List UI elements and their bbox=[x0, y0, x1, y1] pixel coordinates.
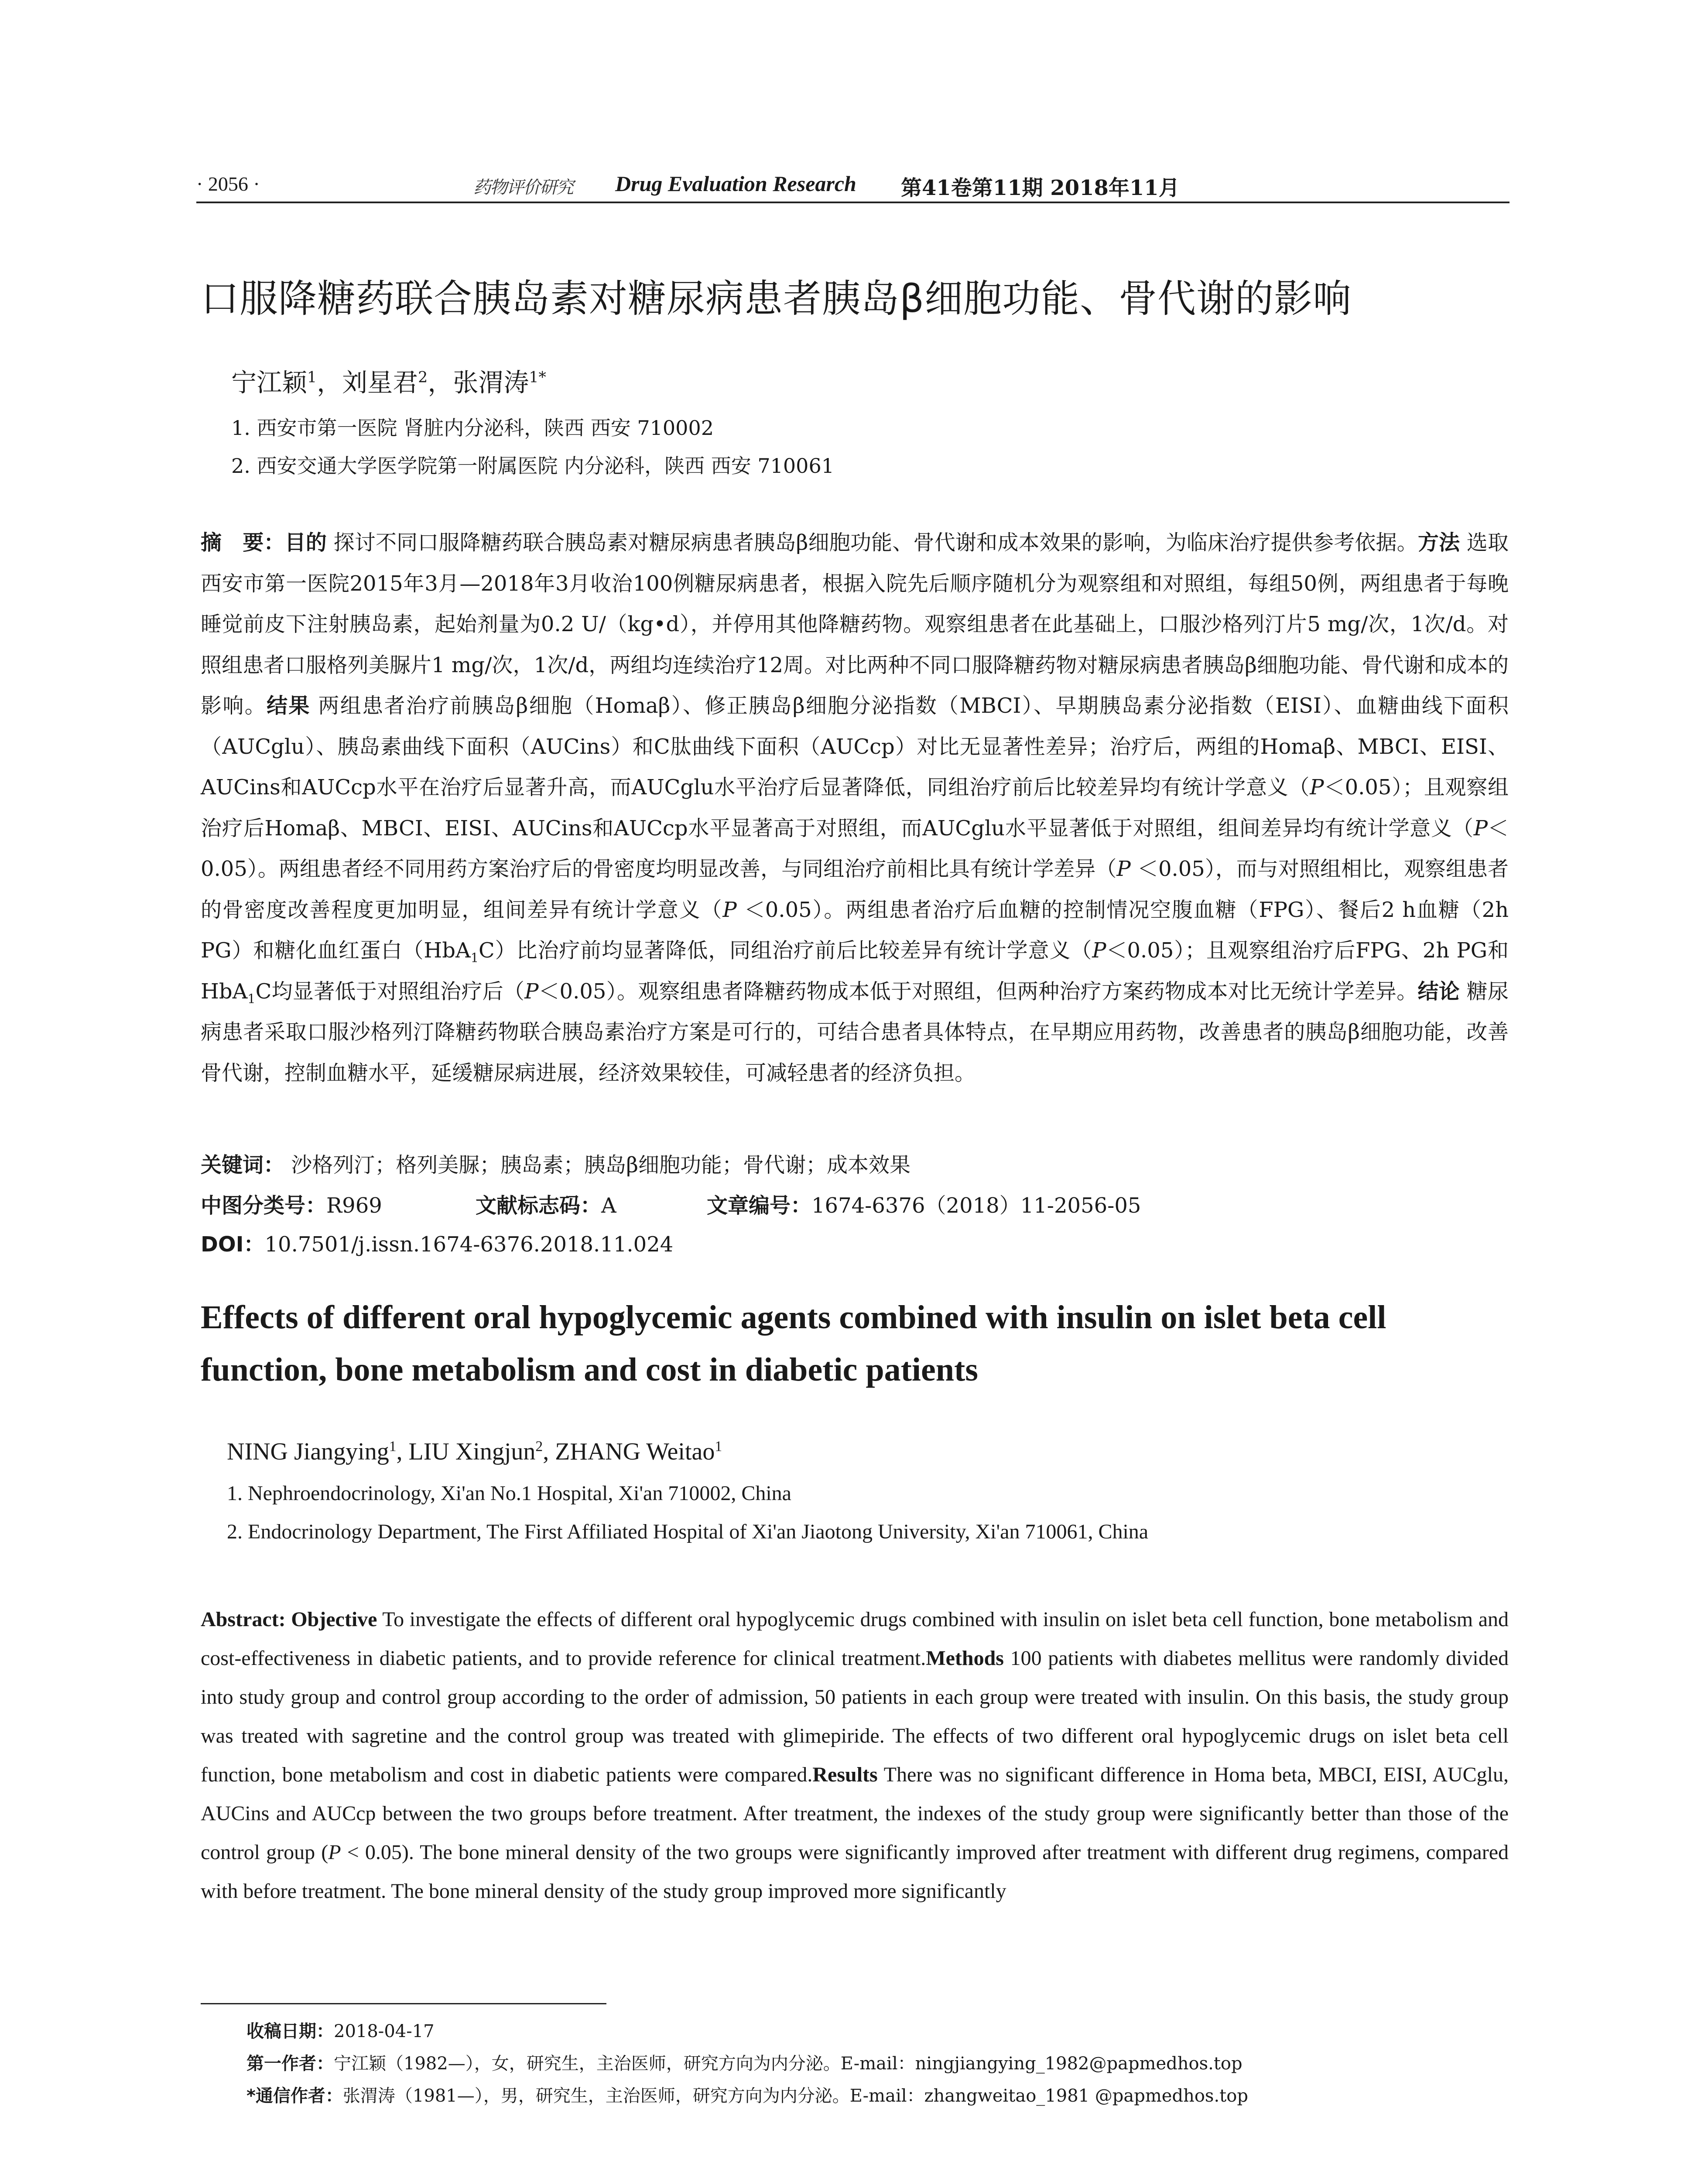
footnote-corresponding-author bbox=[246, 2082, 1248, 2107]
keywords-label: 关键词： bbox=[201, 1153, 285, 1177]
p-value-symbol: P bbox=[1092, 938, 1106, 963]
subscript: 1 bbox=[470, 950, 479, 965]
cn-doi bbox=[201, 1227, 673, 1258]
class-number bbox=[201, 1189, 476, 1219]
conclusion-text: 糖尿病患者采取口服沙格列汀降糖药物联合胰岛素治疗方案是可行的，可结合患者具体特点，在早期应用药物，改善患者的胰岛β细胞功能，改善骨代谢，控制血糖水平，延缓糖尿病进展，经济效果较佳，可减轻患者的经济负担。 bbox=[201, 979, 1509, 1085]
author-name: , ZHANG Weitao bbox=[543, 1438, 715, 1465]
objective-label: 目的 bbox=[284, 530, 327, 555]
keywords-text: 沙格列汀；格列美脲；胰岛素；胰岛β细胞功能；骨代谢；成本效果 bbox=[284, 1153, 911, 1177]
p-value-symbol: P bbox=[524, 979, 539, 1004]
first-author-label: 第一作者： bbox=[246, 2054, 334, 2074]
results-label: 结果 bbox=[267, 694, 311, 718]
results-text: ＜0.05）；且观察组治疗后FPG、2h PG和HbA bbox=[201, 938, 1509, 1004]
received-label: 收稿日期： bbox=[246, 2021, 334, 2041]
abstract-label: 摘 要： bbox=[201, 530, 285, 555]
subscript: 1 bbox=[247, 991, 256, 1006]
received-date: 2018-04-17 bbox=[334, 2021, 435, 2041]
header-rule bbox=[196, 202, 1509, 203]
en-abstract bbox=[201, 1600, 1509, 1911]
cn-classification-row bbox=[201, 1189, 1509, 1219]
p-value-symbol: P bbox=[328, 1841, 341, 1864]
author-name: 宁江颖 bbox=[231, 368, 308, 397]
conclusion-label: 结论 bbox=[1417, 979, 1460, 1004]
journal-name: Drug Evaluation Research bbox=[615, 171, 856, 196]
abstract-label: Abstract: bbox=[201, 1608, 286, 1631]
doi-label: DOI： bbox=[201, 1232, 265, 1257]
objective-label: Objective bbox=[291, 1608, 377, 1631]
author-superscript: 1 bbox=[389, 1438, 397, 1455]
class-value: R969 bbox=[326, 1193, 382, 1218]
journal-logo: 药物评价研究 bbox=[473, 178, 573, 198]
cn-keywords bbox=[201, 1148, 910, 1178]
methods-label: 方法 bbox=[1417, 530, 1460, 555]
p-value-symbol: P bbox=[722, 897, 737, 922]
methods-text: 选取西安市第一医院2015年3月—2018年3月收治100例糖尿病患者，根据入院先后顺序随机分为观察组和对照组，每组50例，两组患者于每晚睡觉前皮下注射胰岛素，起始剂量为0.2 U/（kg•d），并停用其他降糖药物。观察组患者在此基础上，口服沙格列汀片5 mg/次，1次/d。对照组患者口服格列美脲片1 mg/次，1次/d，两组均连续治疗12周。对比两种不同口服降糖药物对糖尿病患者胰岛β细胞功能、骨代谢和成本的影响。 bbox=[201, 530, 1509, 718]
author-name: ，刘星君 bbox=[317, 368, 418, 397]
doc-code-label: 文献标志码： bbox=[476, 1193, 602, 1218]
cn-affiliation: 2. 西安交通大学医学院第一附属医院 内分泌科，陕西 西安 710061 bbox=[231, 454, 834, 478]
article-number bbox=[707, 1189, 1141, 1219]
cn-authors bbox=[231, 362, 546, 399]
author-name: ，张渭涛 bbox=[428, 368, 529, 397]
author-superscript: 2 bbox=[418, 369, 428, 386]
corresponding-label: *通信作者： bbox=[246, 2086, 343, 2106]
results-text: ＜0.05）。观察组患者降糖药物成本低于对照组，但两种治疗方案药物成本对比无统计学差异。 bbox=[538, 979, 1418, 1004]
issue-info: 第41卷第11期 2018年11月 bbox=[901, 176, 1180, 200]
results-text: < 0.05). The bone mineral density of the two groups were significantly improved after treatment with different drug regimens, compared with before treatment. The bone mineral density of the study group improved more significantly bbox=[201, 1841, 1509, 1903]
footnote-first-author bbox=[246, 2050, 1242, 2075]
results-text: C均显著低于对照组治疗后（ bbox=[255, 979, 525, 1004]
article-no-value: 1674-6376（2018）11-2056-05 bbox=[811, 1193, 1141, 1218]
p-value-symbol: P bbox=[1473, 816, 1488, 841]
author-name: , LIU Xingjun bbox=[396, 1438, 536, 1465]
objective-text: To investigate the effects of different oral hypoglycemic drugs combined with insulin on islet beta cell function, bone metabolism and cost-effectiveness in diabetic patients, and to provide reference for clinical treatment. bbox=[201, 1608, 1509, 1670]
objective-text: 探讨不同口服降糖药联合胰岛素对糖尿病患者胰岛β细胞功能、骨代谢和成本效果的影响，为临床治疗提供参考依据。 bbox=[327, 530, 1418, 555]
author-superscript: 1 bbox=[307, 369, 317, 386]
cn-affiliation: 1. 西安市第一医院 肾脏内分泌科，陕西 西安 710002 bbox=[231, 416, 714, 440]
methods-text: 100 patients with diabetes mellitus were randomly divided into study group and control group according to the order of admission, 50 patients in each group were treated with insulin. On this basis, the study group was treated with sagretine and the control group was treated with glimepiride. The effects of two different oral hypoglycemic drugs on islet beta cell function, bone metabolism and cost in diabetic patients were compared. bbox=[201, 1647, 1509, 1786]
author-superscript: 1 bbox=[715, 1438, 722, 1455]
article-no-label: 文章编号： bbox=[707, 1193, 812, 1218]
first-author-text: 宁江颖（1982—），女，研究生，主治医师，研究方向为内分泌。E-mail：ningjiangying_1982@papmedhos.top bbox=[334, 2054, 1242, 2074]
results-text: ＜0.05），而与对照组相比，观察组患者的骨密度改善程度更加明显，组间差异有统计学意义（ bbox=[201, 857, 1509, 922]
doi-value: 10.7501/j.issn.1674-6376.2018.11.024 bbox=[264, 1232, 674, 1257]
p-value-symbol: P bbox=[1310, 775, 1324, 800]
doc-code-value: A bbox=[601, 1193, 616, 1218]
methods-label: Methods bbox=[926, 1647, 1004, 1670]
results-text: 两组患者治疗前胰岛β细胞（Homaβ）、修正胰岛β细胞分泌指数（MBCI）、早期胰岛素分泌指数（EISI）、血糖曲线下面积（AUCglu）、胰岛素曲线下面积（AUCins）和C肽曲线下面积（AUCcp）对比无显著性差异；治疗后，两组的Homaβ、MBCI、EISI、AUCins和AUCcp水平在治疗后显著升高，而AUCglu水平治疗后显著降低，同组治疗前后比较差异均有统计学意义（ bbox=[201, 694, 1509, 800]
author-superscript: 2 bbox=[535, 1438, 543, 1455]
author-superscript: 1* bbox=[529, 369, 546, 386]
p-value-symbol: P bbox=[1116, 857, 1131, 881]
author-name: NING Jiangying bbox=[227, 1438, 389, 1465]
results-text: ＜0.05）；且观察组治疗后Homaβ、MBCI、EISI、AUCins和AUCcp水平显著高于对照组，而AUCglu水平显著低于对照组，组间差异均有统计学意义（ bbox=[201, 775, 1509, 841]
page-number: · 2056 · bbox=[196, 173, 260, 195]
footnote-rule bbox=[201, 2003, 606, 2004]
footnote-received bbox=[246, 2017, 435, 2042]
corresponding-text: 张渭涛（1981—），男，研究生，主治医师，研究方向为内分泌。E-mail：zhangweitao_1981 @papmedhos.top bbox=[342, 2086, 1248, 2106]
en-affiliation: 2. Endocrinology Department, The First Affiliated Hospital of Xi'an Jiaotong University, Xi'an 710061, China bbox=[227, 1520, 1149, 1543]
en-title: Effects of different oral hypoglycemic agents combined with insulin on islet beta cell function, bone metabolism and cost in diabetic patients bbox=[201, 1299, 1386, 1388]
results-text: There was no significant difference in Homa beta, MBCI, EISI, AUCglu, AUCins and AUCcp between the two groups before treatment. After treatment, the indexes of the study group were significantly better than those of the control group ( bbox=[201, 1763, 1509, 1864]
results-label: Results bbox=[812, 1763, 878, 1786]
en-authors bbox=[227, 1438, 722, 1466]
results-text: C）比治疗前均显著降低，同组治疗前后比较差异有统计学意义（ bbox=[479, 938, 1092, 963]
doc-code bbox=[476, 1189, 707, 1219]
results-text: ＜0.05）。两组患者经不同用药方案治疗后的骨密度均明显改善，与同组治疗前相比具有统计学差异（ bbox=[201, 816, 1509, 881]
results-text: ＜0.05）。两组患者治疗后血糖的控制情况空腹血糖（FPG）、餐后2 h血糖（2h PG）和糖化血红蛋白（HbA bbox=[201, 897, 1509, 963]
cn-title: 口服降糖药联合胰岛素对糖尿病患者胰岛β细胞功能、骨代谢的影响 bbox=[201, 276, 1352, 321]
class-label: 中图分类号： bbox=[201, 1193, 327, 1218]
cn-abstract bbox=[201, 523, 1509, 1094]
en-affiliation: 1. Nephroendocrinology, Xi'an No.1 Hospital, Xi'an 710002, China bbox=[227, 1482, 791, 1505]
